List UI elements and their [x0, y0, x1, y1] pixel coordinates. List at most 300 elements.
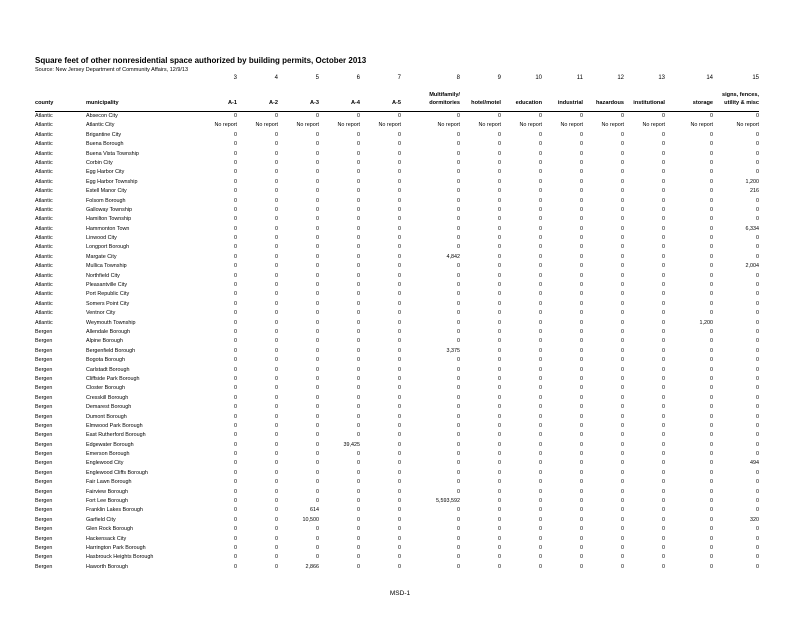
value-cell: 0: [275, 554, 278, 561]
value-cell: 0: [457, 216, 460, 223]
value-cell: 0: [662, 469, 665, 476]
value-cell: 320: [750, 516, 759, 523]
value-cell: 0: [398, 469, 401, 476]
value-cell: 0: [539, 328, 542, 335]
value-cell: 0: [398, 451, 401, 458]
value-cell: 0: [539, 498, 542, 505]
value-cell: 0: [275, 150, 278, 157]
value-cell: 0: [398, 507, 401, 514]
value-cell: 0: [756, 507, 759, 514]
value-cell: 0: [498, 291, 501, 298]
value-cell: 0: [710, 131, 713, 138]
value-cell: 0: [621, 526, 624, 533]
value-cell: 0: [662, 272, 665, 279]
value-cell: 0: [756, 385, 759, 392]
county-cell: Atlantic: [35, 113, 53, 119]
value-cell: 0: [357, 422, 360, 429]
value-cell: 0: [756, 535, 759, 542]
value-cell: 0: [710, 178, 713, 185]
value-cell: 0: [275, 131, 278, 138]
value-cell: 0: [234, 150, 237, 157]
value-cell: 0: [498, 460, 501, 467]
table-row: [0, 234, 800, 243]
value-cell: 0: [580, 169, 583, 176]
value-cell: 0: [710, 385, 713, 392]
value-cell: 0: [539, 375, 542, 382]
value-cell: 0: [539, 413, 542, 420]
value-cell: 0: [498, 150, 501, 157]
value-cell: 0: [621, 235, 624, 242]
municipality-cell: Fairview Borough: [86, 488, 128, 495]
value-cell: 0: [234, 451, 237, 458]
value-cell: 0: [498, 526, 501, 533]
value-cell: 0: [756, 469, 759, 476]
value-cell: 0: [234, 235, 237, 242]
value-cell: 0: [316, 498, 319, 505]
municipality-cell: Franklin Lakes Borough: [86, 507, 143, 514]
value-cell: 0: [498, 159, 501, 166]
value-cell: 0: [398, 253, 401, 260]
value-cell: 0: [662, 338, 665, 345]
value-cell: 0: [662, 479, 665, 486]
value-cell: 0: [398, 357, 401, 364]
table-row: [0, 384, 800, 393]
municipality-cell: Harrington Park Borough: [86, 544, 146, 551]
value-cell: 0: [316, 244, 319, 251]
value-cell: 0: [580, 451, 583, 458]
value-cell: 0: [662, 131, 665, 138]
value-cell: 0: [710, 563, 713, 570]
value-cell: 0: [539, 451, 542, 458]
value-cell: 0: [539, 206, 542, 213]
value-cell: 0: [710, 441, 713, 448]
value-cell: 0: [756, 328, 759, 335]
value-cell: 0: [275, 263, 278, 270]
table-row: [0, 178, 800, 187]
value-cell: 0: [457, 385, 460, 392]
value-cell: 0: [498, 319, 501, 326]
value-cell: 0: [710, 328, 713, 335]
value-cell: 0: [539, 113, 542, 119]
county-cell: Atlantic: [35, 272, 53, 279]
value-cell: 0: [621, 347, 624, 354]
value-cell: 0: [621, 507, 624, 514]
value-cell: 0: [357, 244, 360, 251]
value-cell: 0: [398, 197, 401, 204]
value-cell: 0: [756, 347, 759, 354]
table-row: [0, 525, 800, 534]
value-cell: 0: [621, 460, 624, 467]
value-cell: 0: [234, 272, 237, 279]
value-cell: 0: [398, 178, 401, 185]
value-cell: 0: [580, 159, 583, 166]
value-cell: 0: [398, 422, 401, 429]
value-cell: 0: [710, 535, 713, 542]
value-cell: 0: [316, 404, 319, 411]
value-cell: 0: [662, 404, 665, 411]
value-cell: 1,200: [745, 178, 759, 185]
value-cell: 0: [621, 413, 624, 420]
value-cell: 0: [234, 225, 237, 232]
value-cell: 0: [662, 244, 665, 251]
value-cell: 0: [357, 197, 360, 204]
value-cell: 0: [498, 441, 501, 448]
value-cell: 0: [398, 141, 401, 148]
table-row: [0, 366, 800, 375]
table-row: [0, 506, 800, 515]
municipality-cell: Englewood City: [86, 460, 124, 467]
value-cell: 0: [498, 169, 501, 176]
value-cell: 0: [357, 272, 360, 279]
value-cell: 0: [662, 328, 665, 335]
value-cell: 0: [756, 554, 759, 561]
value-cell: 0: [580, 498, 583, 505]
value-cell: 0: [316, 206, 319, 213]
municipality-cell: Mullica Township: [86, 263, 127, 270]
header-col: hotel/motel: [471, 100, 501, 106]
value-cell: 0: [621, 291, 624, 298]
value-cell: No report: [736, 122, 759, 129]
value-cell: 0: [398, 441, 401, 448]
value-cell: 0: [234, 282, 237, 289]
value-cell: 0: [498, 563, 501, 570]
value-cell: 0: [357, 328, 360, 335]
value-cell: 0: [710, 394, 713, 401]
value-cell: 0: [756, 216, 759, 223]
value-cell: 0: [539, 263, 542, 270]
value-cell: 0: [710, 432, 713, 439]
value-cell: 0: [357, 291, 360, 298]
county-cell: Bergen: [35, 460, 53, 467]
municipality-cell: Port Republic City: [86, 291, 130, 298]
value-cell: 0: [539, 488, 542, 495]
data-table-body: [0, 112, 800, 572]
value-cell: 0: [580, 357, 583, 364]
municipality-cell: Elmwood Park Borough: [86, 422, 143, 429]
value-cell: 0: [539, 159, 542, 166]
value-cell: 0: [316, 263, 319, 270]
column-number: 5: [315, 75, 319, 81]
value-cell: 0: [457, 338, 460, 345]
value-cell: 0: [756, 544, 759, 551]
value-cell: 0: [275, 300, 278, 307]
value-cell: 0: [710, 197, 713, 204]
value-cell: 0: [539, 225, 542, 232]
value-cell: 0: [498, 404, 501, 411]
value-cell: 0: [316, 291, 319, 298]
value-cell: 0: [357, 357, 360, 364]
value-cell: 0: [662, 225, 665, 232]
value-cell: 0: [621, 404, 624, 411]
value-cell: 0: [580, 235, 583, 242]
value-cell: 0: [457, 432, 460, 439]
value-cell: 0: [621, 544, 624, 551]
value-cell: 0: [580, 282, 583, 289]
value-cell: 0: [756, 141, 759, 148]
value-cell: 0: [316, 178, 319, 185]
value-cell: 0: [580, 385, 583, 392]
county-cell: Atlantic: [35, 178, 53, 185]
county-cell: Bergen: [35, 432, 53, 439]
value-cell: 0: [398, 300, 401, 307]
value-cell: 0: [539, 197, 542, 204]
value-cell: 0: [234, 310, 237, 317]
value-cell: 0: [275, 178, 278, 185]
value-cell: 0: [710, 159, 713, 166]
table-row: [0, 253, 800, 262]
column-numbers-row: [0, 75, 800, 84]
value-cell: 0: [498, 282, 501, 289]
county-cell: Atlantic: [35, 150, 53, 157]
value-cell: 0: [398, 535, 401, 542]
municipality-cell: Hackensack City: [86, 535, 127, 542]
value-cell: 0: [316, 141, 319, 148]
value-cell: 0: [234, 188, 237, 195]
value-cell: 0: [398, 516, 401, 523]
value-cell: 0: [275, 516, 278, 523]
value-cell: 0: [539, 141, 542, 148]
value-cell: 0: [234, 197, 237, 204]
value-cell: 0: [662, 263, 665, 270]
value-cell: 0: [621, 150, 624, 157]
value-cell: 0: [357, 366, 360, 373]
value-cell: 0: [234, 563, 237, 570]
value-cell: 0: [662, 197, 665, 204]
value-cell: 0: [756, 235, 759, 242]
county-cell: Bergen: [35, 441, 53, 448]
value-cell: 0: [580, 150, 583, 157]
value-cell: 0: [580, 300, 583, 307]
value-cell: 0: [710, 347, 713, 354]
report-source: Source: New Jersey Department of Community Affairs, 12/9/13: [35, 67, 189, 73]
value-cell: 0: [275, 310, 278, 317]
table-row: [0, 281, 800, 290]
value-cell: 0: [710, 451, 713, 458]
value-cell: 0: [398, 544, 401, 551]
value-cell: 0: [662, 451, 665, 458]
value-cell: 0: [457, 526, 460, 533]
value-cell: 0: [457, 413, 460, 420]
column-number: 10: [535, 75, 542, 81]
value-cell: 0: [457, 263, 460, 270]
municipality-cell: Hamilton Township: [86, 216, 132, 223]
header-county: county: [35, 100, 54, 106]
value-cell: 0: [498, 131, 501, 138]
value-cell: 0: [398, 554, 401, 561]
value-cell: 0: [580, 460, 583, 467]
value-cell: 0: [357, 216, 360, 223]
value-cell: 0: [457, 178, 460, 185]
value-cell: 0: [357, 507, 360, 514]
municipality-cell: Egg Harbor Township: [86, 178, 138, 185]
value-cell: 0: [457, 141, 460, 148]
county-cell: Atlantic: [35, 225, 53, 232]
value-cell: 0: [580, 188, 583, 195]
value-cell: 0: [398, 394, 401, 401]
value-cell: 0: [457, 319, 460, 326]
municipality-cell: Haworth Borough: [86, 563, 128, 570]
value-cell: 0: [357, 460, 360, 467]
table-row: [0, 413, 800, 422]
value-cell: 0: [756, 375, 759, 382]
table-row: [0, 478, 800, 487]
municipality-cell: Galloway Township: [86, 206, 133, 213]
value-cell: 0: [457, 188, 460, 195]
value-cell: 0: [398, 225, 401, 232]
value-cell: 0: [357, 206, 360, 213]
table-row: [0, 563, 800, 572]
table-row: [0, 309, 800, 318]
value-cell: 0: [398, 282, 401, 289]
header-row: [0, 88, 800, 112]
value-cell: 0: [621, 441, 624, 448]
value-cell: 0: [316, 375, 319, 382]
value-cell: 0: [316, 535, 319, 542]
value-cell: 0: [457, 291, 460, 298]
value-cell: 0: [498, 197, 501, 204]
value-cell: 0: [498, 244, 501, 251]
value-cell: 0: [316, 338, 319, 345]
value-cell: 0: [234, 159, 237, 166]
header-col: utility & misc: [724, 100, 759, 106]
value-cell: 0: [498, 413, 501, 420]
value-cell: 0: [662, 516, 665, 523]
value-cell: 0: [621, 141, 624, 148]
value-cell: 0: [316, 366, 319, 373]
municipality-cell: Egg Harbor City: [86, 169, 125, 176]
value-cell: No report: [337, 122, 360, 129]
municipality-cell: Margate City: [86, 253, 117, 260]
value-cell: 0: [275, 544, 278, 551]
county-cell: Atlantic: [35, 141, 53, 148]
value-cell: 0: [756, 394, 759, 401]
table-row: [0, 112, 800, 121]
value-cell: 0: [316, 131, 319, 138]
value-cell: 0: [316, 235, 319, 242]
value-cell: 0: [457, 272, 460, 279]
value-cell: 0: [357, 404, 360, 411]
value-cell: 0: [457, 375, 460, 382]
value-cell: 0: [580, 206, 583, 213]
value-cell: 0: [316, 554, 319, 561]
value-cell: 0: [498, 554, 501, 561]
value-cell: 0: [710, 554, 713, 561]
value-cell: 0: [234, 113, 237, 119]
value-cell: 0: [710, 244, 713, 251]
municipality-cell: Weymouth Township: [86, 319, 136, 326]
value-cell: 0: [398, 235, 401, 242]
value-cell: 0: [398, 159, 401, 166]
table-row: [0, 243, 800, 252]
value-cell: 0: [539, 188, 542, 195]
value-cell: 0: [710, 507, 713, 514]
county-cell: Bergen: [35, 535, 53, 542]
value-cell: 0: [621, 469, 624, 476]
table-row: [0, 319, 800, 328]
value-cell: 0: [275, 375, 278, 382]
value-cell: 0: [498, 507, 501, 514]
value-cell: 0: [398, 244, 401, 251]
value-cell: 0: [357, 310, 360, 317]
value-cell: 0: [580, 479, 583, 486]
header-col: dormitories: [429, 100, 460, 106]
table-row: [0, 553, 800, 562]
value-cell: 0: [275, 479, 278, 486]
value-cell: 0: [357, 451, 360, 458]
county-cell: Atlantic: [35, 244, 53, 251]
value-cell: 0: [580, 328, 583, 335]
county-cell: Atlantic: [35, 131, 53, 138]
value-cell: 0: [539, 366, 542, 373]
municipality-cell: Folsom Borough: [86, 197, 126, 204]
value-cell: 0: [710, 253, 713, 260]
value-cell: 0: [275, 282, 278, 289]
table-row: [0, 121, 800, 130]
table-row: [0, 544, 800, 553]
value-cell: 0: [621, 272, 624, 279]
value-cell: 0: [710, 235, 713, 242]
table-row: [0, 441, 800, 450]
value-cell: 0: [275, 498, 278, 505]
value-cell: 0: [580, 113, 583, 119]
value-cell: 0: [234, 347, 237, 354]
municipality-cell: Pleasantville City: [86, 282, 128, 289]
value-cell: 0: [234, 357, 237, 364]
header-col-line1: signs, fences,: [722, 92, 759, 98]
value-cell: 0: [457, 225, 460, 232]
column-number: 4: [274, 75, 278, 81]
value-cell: 0: [710, 422, 713, 429]
value-cell: 0: [539, 516, 542, 523]
value-cell: 0: [234, 131, 237, 138]
value-cell: 0: [710, 404, 713, 411]
value-cell: 0: [398, 479, 401, 486]
value-cell: 0: [316, 469, 319, 476]
value-cell: 0: [539, 291, 542, 298]
county-cell: Bergen: [35, 385, 53, 392]
value-cell: 0: [756, 253, 759, 260]
value-cell: 0: [710, 141, 713, 148]
header-col: institutional: [633, 100, 665, 106]
county-cell: Bergen: [35, 413, 53, 420]
value-cell: 0: [662, 291, 665, 298]
column-number: 15: [752, 75, 759, 81]
value-cell: 0: [580, 338, 583, 345]
value-cell: No report: [478, 122, 501, 129]
county-cell: Atlantic: [35, 159, 53, 166]
value-cell: 0: [580, 544, 583, 551]
value-cell: No report: [437, 122, 460, 129]
column-number: 14: [706, 75, 713, 81]
table-row: [0, 206, 800, 215]
value-cell: 0: [357, 347, 360, 354]
county-cell: Bergen: [35, 563, 53, 570]
value-cell: 0: [621, 422, 624, 429]
header-col: storage: [692, 100, 713, 106]
value-cell: 0: [756, 159, 759, 166]
value-cell: 0: [662, 488, 665, 495]
county-cell: Bergen: [35, 375, 53, 382]
value-cell: 0: [710, 206, 713, 213]
value-cell: 0: [457, 451, 460, 458]
table-row: [0, 168, 800, 177]
value-cell: 0: [234, 422, 237, 429]
value-cell: 0: [457, 441, 460, 448]
value-cell: 0: [539, 310, 542, 317]
value-cell: 4,842: [446, 253, 460, 260]
county-cell: Atlantic: [35, 197, 53, 204]
value-cell: 1,200: [699, 319, 713, 326]
